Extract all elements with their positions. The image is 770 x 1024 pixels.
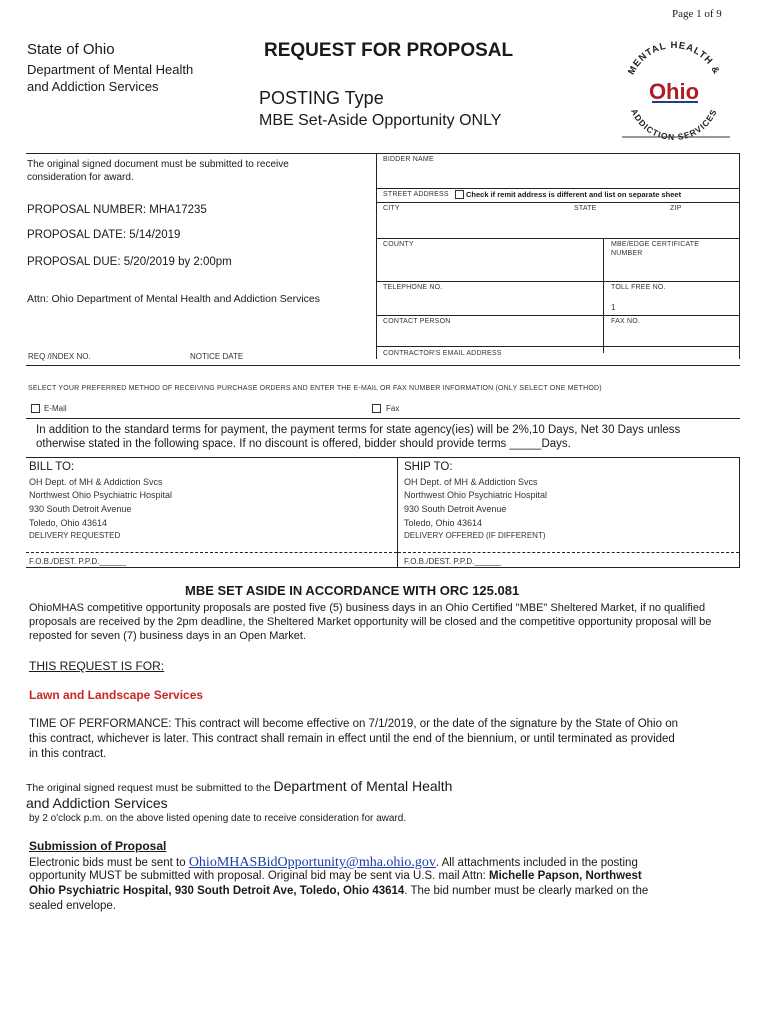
submit-note-line: [26, 778, 452, 794]
mbe-paragraph-line: OhioMHAS competitive opportunity proposals are posted five (5) business days in an Ohio Certified "MBE" Sheltered Market, if no qualified: [29, 602, 706, 614]
bill-to-line: OH Dept. of MH & Addiction Svcs: [29, 477, 163, 487]
county-label: COUNTY: [383, 241, 414, 248]
toll-free-value: 1: [611, 303, 616, 312]
email-method-checkbox[interactable]: [31, 404, 40, 413]
ship-to-line: Northwest Ohio Psychiatric Hospital: [404, 490, 548, 500]
submission-line-3: [29, 885, 648, 897]
ship-to-line: Toledo, Ohio 43614: [404, 518, 483, 528]
po-method-instruction: SELECT YOUR PREFERRED METHOD OF RECEIVING PURCHASE ORDERS AND ENTER THE E-MAIL OR FAX NUMBER INFORMATION (ONLY SELECT ONE METHOD): [28, 385, 602, 392]
request-for-label: THIS REQUEST IS FOR:: [29, 659, 165, 673]
bill-to-line: Northwest Ohio Psychiatric Hospital: [29, 490, 173, 500]
proposal-due: PROPOSAL DUE: 5/20/2019 by 2:00pm: [27, 256, 232, 268]
delivery-requested-label: DELIVERY REQUESTED: [29, 531, 121, 540]
proposal-date: PROPOSAL DATE: 5/14/2019: [27, 229, 181, 241]
attention-line: Attn: Ohio Department of Mental Health and Addiction Services: [27, 293, 320, 305]
remit-address-checkbox[interactable]: [455, 190, 464, 199]
time-of-performance-line: this contract, whichever is later. This contract shall remain in effect until the end of the biennium, or until terminated as provided: [29, 733, 675, 745]
requested-service: Lawn and Landscape Services: [29, 688, 204, 702]
mbe-certificate-label: MBE/EDGE CERTIFICATE NUMBER: [611, 241, 700, 257]
proposal-number: PROPOSAL NUMBER: MHA17235: [27, 204, 207, 216]
req-index-label: REQ /INDEX NO.: [28, 352, 91, 361]
ship-to-line: OH Dept. of MH & Addiction Svcs: [404, 477, 538, 487]
email-method-label: E-Mail: [44, 404, 67, 413]
logo-arc-bottom: ADDICTION SERVICES: [629, 107, 719, 140]
submission-line-2-name: Michelle Papson, Northwest: [489, 870, 642, 882]
submit-note-department: Department of Mental Health: [273, 778, 453, 794]
bid-email-link[interactable]: OhioMHASBidOpportunity@mha.ohio.gov: [188, 855, 436, 870]
state-label: STATE: [574, 205, 597, 212]
mbe-section-title: MBE SET ASIDE IN ACCORDANCE WITH ORC 125.081: [185, 583, 520, 598]
fax-label: FAX NO.: [611, 318, 641, 325]
submission-line-1-prefix: Electronic bids must be sent to: [29, 857, 189, 869]
submission-line-2: [29, 870, 642, 882]
posting-type: POSTING Type: [259, 88, 384, 108]
posting-subtype: MBE Set-Aside Opportunity ONLY: [259, 112, 502, 129]
state-name: State of Ohio: [27, 41, 115, 58]
payment-terms-line-2: otherwise stated in the following space. If no discount is offered, bidder should provide terms _____Days.: [36, 438, 571, 450]
bill-to-line: 930 South Detroit Avenue: [29, 504, 132, 514]
submission-line-1: [29, 855, 638, 871]
time-of-performance-line: in this contract.: [29, 748, 107, 760]
contractor-email-label: CONTRACTOR'S EMAIL ADDRESS: [383, 350, 502, 357]
street-address-label: STREET ADDRESS: [383, 191, 449, 198]
city-label: CITY: [383, 205, 400, 212]
ship-to-line: 930 South Detroit Avenue: [404, 504, 507, 514]
submit-note-deadline: by 2 o'clock p.m. on the above listed opening date to receive consideration for award.: [29, 813, 407, 824]
bidder-name-label: BIDDER NAME: [383, 156, 434, 163]
delivery-offered-label: DELIVERY OFFERED (IF DIFFERENT): [404, 531, 546, 540]
department-line-1: Department of Mental Health: [27, 62, 194, 77]
submit-note-prefix: The original signed request must be submitted to the: [26, 782, 274, 794]
signed-document-notice: The original signed document must be submitted to receive consideration for award.: [27, 159, 289, 183]
submission-line-4: sealed envelope.: [29, 900, 116, 912]
contact-person-label: CONTACT PERSON: [383, 318, 451, 325]
bill-to-line: Toledo, Ohio 43614: [29, 518, 108, 528]
mbe-paragraph-line: proposals are received by the 2pm deadline, the Sheltered Market opportunity will be closed and the competitive opportunity proposal will be: [29, 616, 712, 628]
notice-date-label: NOTICE DATE: [190, 352, 244, 361]
fax-method-label: Fax: [386, 404, 400, 413]
ohio-mhas-seal-logo: [616, 36, 730, 140]
page-title: REQUEST FOR PROPOSAL: [264, 40, 514, 61]
bill-to-label: BILL TO:: [29, 461, 75, 473]
toll-free-label: TOLL FREE NO.: [611, 284, 666, 291]
fax-method-checkbox[interactable]: [372, 404, 381, 413]
telephone-label: TELEPHONE NO.: [383, 284, 443, 291]
zip-label: ZIP: [670, 205, 682, 212]
submission-line-3-address: Ohio Psychiatric Hospital, 930 South Detroit Ave, Toledo, Ohio 43614: [29, 885, 405, 897]
svg-text:ADDICTION SERVICES: [629, 107, 719, 140]
bill-to-fob: F.O.B./DEST. P.P.D.______: [29, 557, 127, 566]
mbe-paragraph-line: reposted for seven (7) business days in an Open Market.: [29, 630, 306, 642]
ship-to-label: SHIP TO:: [404, 461, 453, 473]
logo-center: Ohio: [648, 79, 700, 104]
logo-arc-top: MENTAL HEALTH &: [626, 39, 722, 77]
page-number: Page 1 of 9: [672, 8, 722, 20]
remit-address-note: Check if remit address is different and list on separate sheet: [466, 190, 682, 199]
department-line-2: and Addiction Services: [27, 79, 159, 94]
ship-to-fob: F.O.B./DEST. P.P.D.______: [404, 557, 502, 566]
submission-line-2-text: opportunity MUST be submitted with proposal. Original bid may be sent via U.S. mail Attn:: [29, 870, 489, 882]
time-of-performance-line: TIME OF PERFORMANCE: This contract will become effective on 7/1/2019, or the date of the signature by the State of Ohio on: [29, 718, 678, 730]
submission-line-3-suffix: . The bid number must be clearly marked on the: [404, 885, 649, 897]
submission-heading: Submission of Proposal: [29, 839, 167, 853]
payment-terms-line-1: In addition to the standard terms for payment, the payment terms for state agency(ies) will be 2%,10 Days, Net 30 Days unless: [36, 424, 681, 436]
svg-text:MENTAL HEALTH &: [626, 40, 722, 77]
submission-line-1-suffix: . All attachments included in the posting: [435, 857, 638, 869]
submit-note-department-2: and Addiction Services: [26, 795, 168, 811]
